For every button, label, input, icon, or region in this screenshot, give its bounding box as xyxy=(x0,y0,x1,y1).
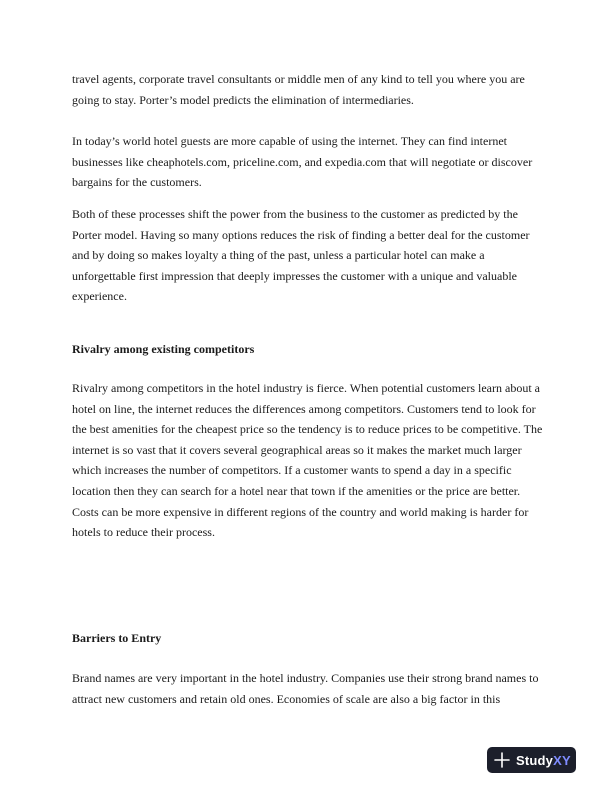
paragraph-intermediaries: travel agents, corporate travel consultants or middle men of any kind to tell you where you are going to stay. Porter’s model predicts the elimination of intermediaries. xyxy=(72,72,525,107)
heading-barriers-to-entry: Barriers to Entry xyxy=(72,631,162,645)
studyxy-watermark xyxy=(487,747,576,773)
heading-rivalry: Rivalry among existing competitors xyxy=(72,342,255,356)
paragraph-brand-names: Brand names are very important in the hotel industry. Companies use their strong brand names to attract new customers and retain old ones. Economies of scale are also a big factor in this xyxy=(72,671,539,706)
plus-sparkle-icon xyxy=(494,752,510,768)
paragraph-internet-guests: In today’s world hotel guests are more capable of using the internet. They can find internet businesses like cheaphotels.com, priceline.com, and expedia.com that will negotiate or discover bargains for the customers. xyxy=(72,134,533,190)
studyxy-logo-text: StudyXY xyxy=(516,752,571,768)
paragraph-rivalry: Rivalry among competitors in the hotel industry is fierce. When potential customers learn about a hotel on line, the internet reduces the differences among competitors. Customers tend to look for the best amenities for the cheapest price so the tendency is to reduce prices to be competitive. The internet is so vast that it covers several geographical areas so it makes the market much larger which increases the number of competitors. If a customer wants to spend a day in a specific location then they can search for a hotel near that town if the amenities or the price are better. Costs can be more expensive in different regions of the country and world making is harder for hotels to reduce their process. xyxy=(72,381,543,540)
paragraph-power-shift: Both of these processes shift the power from the business to the customer as predicted by the Porter model. Having so many options reduces the risk of finding a better deal for the customer and by doing so makes loyalty a thing of the past, unless a particular hotel can make a unforgettable first impression that deeply impresses the customer with a unique and valuable experience. xyxy=(72,207,530,304)
